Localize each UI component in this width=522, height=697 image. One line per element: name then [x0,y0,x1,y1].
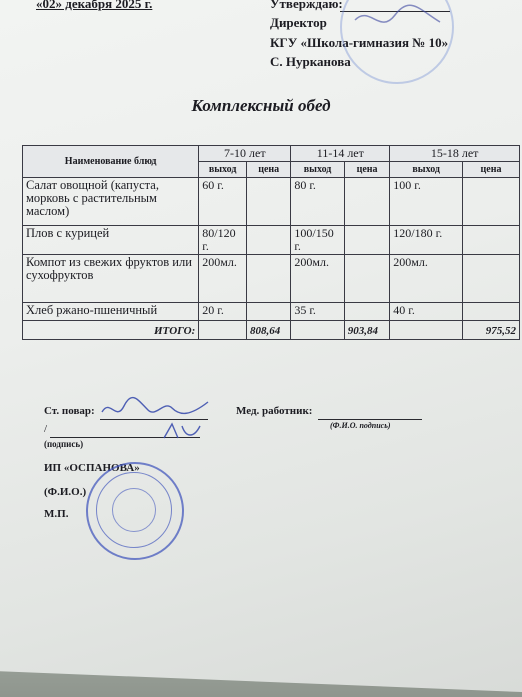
price-cell [344,226,390,255]
total-row [23,321,520,340]
price-cell [247,226,291,255]
approve-label: Утверждаю: [270,0,343,11]
sub-yield: выход [291,162,344,178]
director-name: С. Нурканова [270,54,351,69]
med-signature-line [318,419,422,420]
price-cell [247,178,291,226]
yield-cell: 200мл. [390,255,463,303]
slash-mark: / [44,423,48,435]
yield-cell: 120/180 г. [390,226,463,255]
price-cell [344,178,390,226]
date-line: «02» декабря 2025 г. [36,0,153,11]
col-dish-name: Наименование блюд [23,146,199,178]
sub-price: цена [463,162,520,178]
table-row [23,226,520,255]
group-11-14: 11-14 лет [291,146,390,162]
menu-table [22,145,520,340]
document-title: Комплексный обед [191,96,331,115]
dish-name: Салат овощной (капуста, морковь с растительным маслом) [23,178,199,226]
dish-name: Компот из свежих фруктов или сухофруктов [23,255,199,303]
yield-cell: 200мл. [199,255,247,303]
price-cell [247,303,291,321]
sub-yield: выход [390,162,463,178]
table-row [23,303,520,321]
yield-cell: 60 г. [199,178,247,226]
group-7-10: 7-10 лет [199,146,291,162]
group-15-18: 15-18 лет [390,146,520,162]
yield-cell: 100/150 г. [291,226,344,255]
yield-cell: 40 г. [390,303,463,321]
yield-cell: 80/120 г. [199,226,247,255]
total-11-14: 903,84 [344,321,390,340]
price-cell [463,255,520,303]
dish-name: Плов с курицей [23,226,199,255]
sub-price: цена [247,162,291,178]
price-cell [344,303,390,321]
fio-caption: (Ф.И.О.) [44,486,87,498]
table-row [23,178,520,226]
price-cell [463,226,520,255]
yield-cell: 20 г. [199,303,247,321]
sub-yield: выход [199,162,247,178]
yield-cell: 100 г. [390,178,463,226]
dish-name: Хлеб ржано-пшеничный [23,303,199,321]
price-cell [344,255,390,303]
total-7-10: 808,64 [247,321,291,340]
director-signature-scribble [350,0,450,40]
yield-cell: 35 г. [291,303,344,321]
sub-price: цена [344,162,390,178]
price-cell [390,321,463,340]
price-cell [463,303,520,321]
cook-initials-scribble [160,420,210,442]
price-cell [199,321,247,340]
director-title: Директор [270,15,327,30]
med-label: Мед. работник: [236,405,313,417]
table-row [23,255,520,303]
table-header-row [23,146,520,162]
total-label: ИТОГО: [23,321,199,340]
yield-cell: 80 г. [291,178,344,226]
price-cell [291,321,344,340]
total-15-18: 975,52 [463,321,520,340]
company-stamp [86,462,184,560]
sign-caption: (подпись) [44,439,84,449]
price-cell [247,255,291,303]
cook-label: Ст. повар: [44,405,95,417]
yield-cell: 200мл. [291,255,344,303]
mp-caption: М.П. [44,508,69,520]
fio-sign-caption: (Ф.И.О. подпись) [330,421,391,430]
organization-name: КГУ «Школа-гимназия № 10» [270,35,449,50]
price-cell [463,178,520,226]
ip-name: ИП «ОСПАНОВА» [44,462,140,474]
